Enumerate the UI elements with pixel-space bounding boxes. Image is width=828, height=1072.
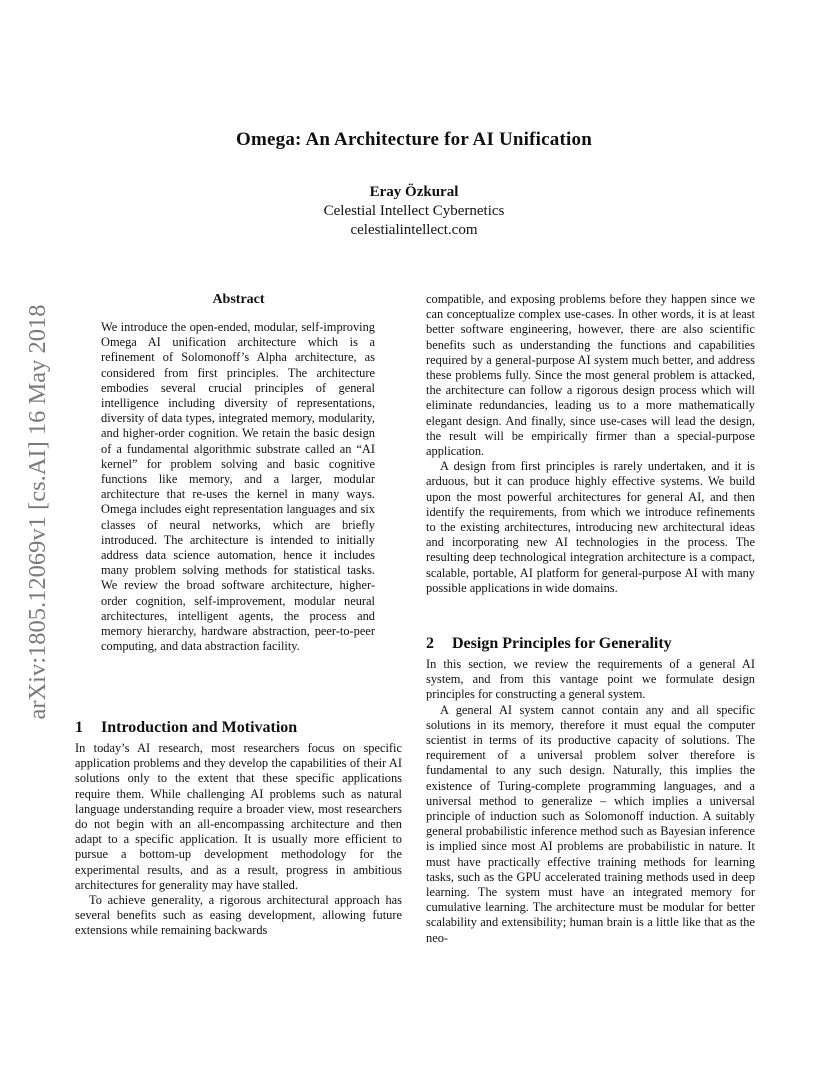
paragraph: A design from first principles is rarely undertaken, and it is arduous, but it can produce highly effective systems. We build upon the most powerful architectures for general AI, and then identify the requirements, from which we introduce refinements to the existing architectures, introducing new architectural ideas and incorporating new AI technologies in the process. The resulting deep technological integration architecture is a compact, scalable, portable, AI platform for general-purpose AI with many possible applications in wide domains. <box>426 459 755 595</box>
section-2-heading <box>426 634 672 654</box>
paragraph: To achieve generality, a rigorous architectural approach has several benefits such as easing development, allowing future extensions while remaining backwards <box>75 893 402 938</box>
author-block <box>0 183 828 240</box>
abstract-paragraph: We introduce the open-ended, modular, self-improving Omega AI unification architecture which is a refinement of Solomonoff’s Alpha architecture, as considered from first principles. The architecture embodies several crucial principles of general intelligence including diversity of representations, diversity of data types, integrated memory, modularity, and higher-order cognition. We retain the basic design of a fundamental algorithmic substrate called an “AI kernel” for problem solving and basic cognitive functions like memory, and a larger, modular architecture that re-uses the kernel in many ways. Omega includes eight representation languages and six classes of neural networks, which are briefly introduced. The architecture is intended to initially address data science automation, hence it includes many problem solving methods for statistical tasks. We review the broad software architecture, higher-order cognition, self-improvement, modular neural architectures, intelligent agents, the process and memory hierarchy, hardware abstraction, peer-to-peer computing, and data abstraction facility. <box>101 320 375 654</box>
paragraph: A general AI system cannot contain any and all specific solutions in its memory, therefore it must equal the computer scientist in terms of its productive capacity of solutions. The requirement of a universal problem solver therefore is fundamental to any such design. Naturally, this implies the existence of Turing-complete programming languages, and a universal method to generalize – which implies a universal principle of induction such as Solomonoff induction. A suitably general probabilistic inference method such as Bayesian inference is implied since most AI problems are probabilistic in nature. It must have practically effective training methods for learning tasks, such as the GPU accelerated training methods used in deep learning. The system must have an integrated memory for cumulative learning. The architecture must be modular for better scalability and extensibility; human brain is a little like that as the neo- <box>426 702 755 945</box>
arxiv-stamp: arXiv:1805.12069v1 [cs.AI] 16 May 2018 <box>24 304 51 720</box>
author-website: celestialintellect.com <box>350 222 478 238</box>
abstract-heading: Abstract <box>212 292 265 307</box>
abstract-text <box>101 320 375 654</box>
paragraph: In this section, we review the requirements of a general AI system, and from this vantage point we formulate design principles for constructing a general system. <box>426 657 755 702</box>
right-column-body <box>426 292 755 596</box>
paragraph: In today’s AI research, most researchers focus on specific application problems and they develop the capabilities of their AI solutions only to the extent that these specific applications require them. While challenging AI problems such as natural language understanding require a broader view, most researchers do not begin with an all-encompassing architecture and then adapt to a specific application. It is usually more efficient to pursue a bottom-up development methodology for the experimental results, and as a result, progress in ambitious architectures for generality may have stalled. <box>75 741 402 892</box>
section-2-body <box>426 657 755 946</box>
section-number: 1 <box>75 719 83 736</box>
paragraph: compatible, and exposing problems before they happen since we can conceptualize complex use-cases. In other words, it is at least better software engineering, however, there are also scientific benefits such as understanding the functions and capabilities required by a general-purpose AI system much better, and address these problems fully. Since the most general problem is attacked, the architecture can follow a rigorous design process which will eliminate redundancies, leading us to a more mathematically elegant design. And finally, since use-cases will lead the design, the result will be empirically firmer than a special-purpose application. <box>426 292 755 459</box>
section-1-heading <box>75 718 297 738</box>
author-name: Eray Özkural <box>369 184 459 200</box>
section-title: Introduction and Motivation <box>101 719 298 736</box>
section-number: 2 <box>426 635 434 652</box>
paper-title: Omega: An Architecture for AI Unification <box>236 129 592 150</box>
section-title: Design Principles for Generality <box>452 635 672 652</box>
author-affiliation: Celestial Intellect Cybernetics <box>323 203 505 219</box>
section-1-body <box>75 741 402 939</box>
